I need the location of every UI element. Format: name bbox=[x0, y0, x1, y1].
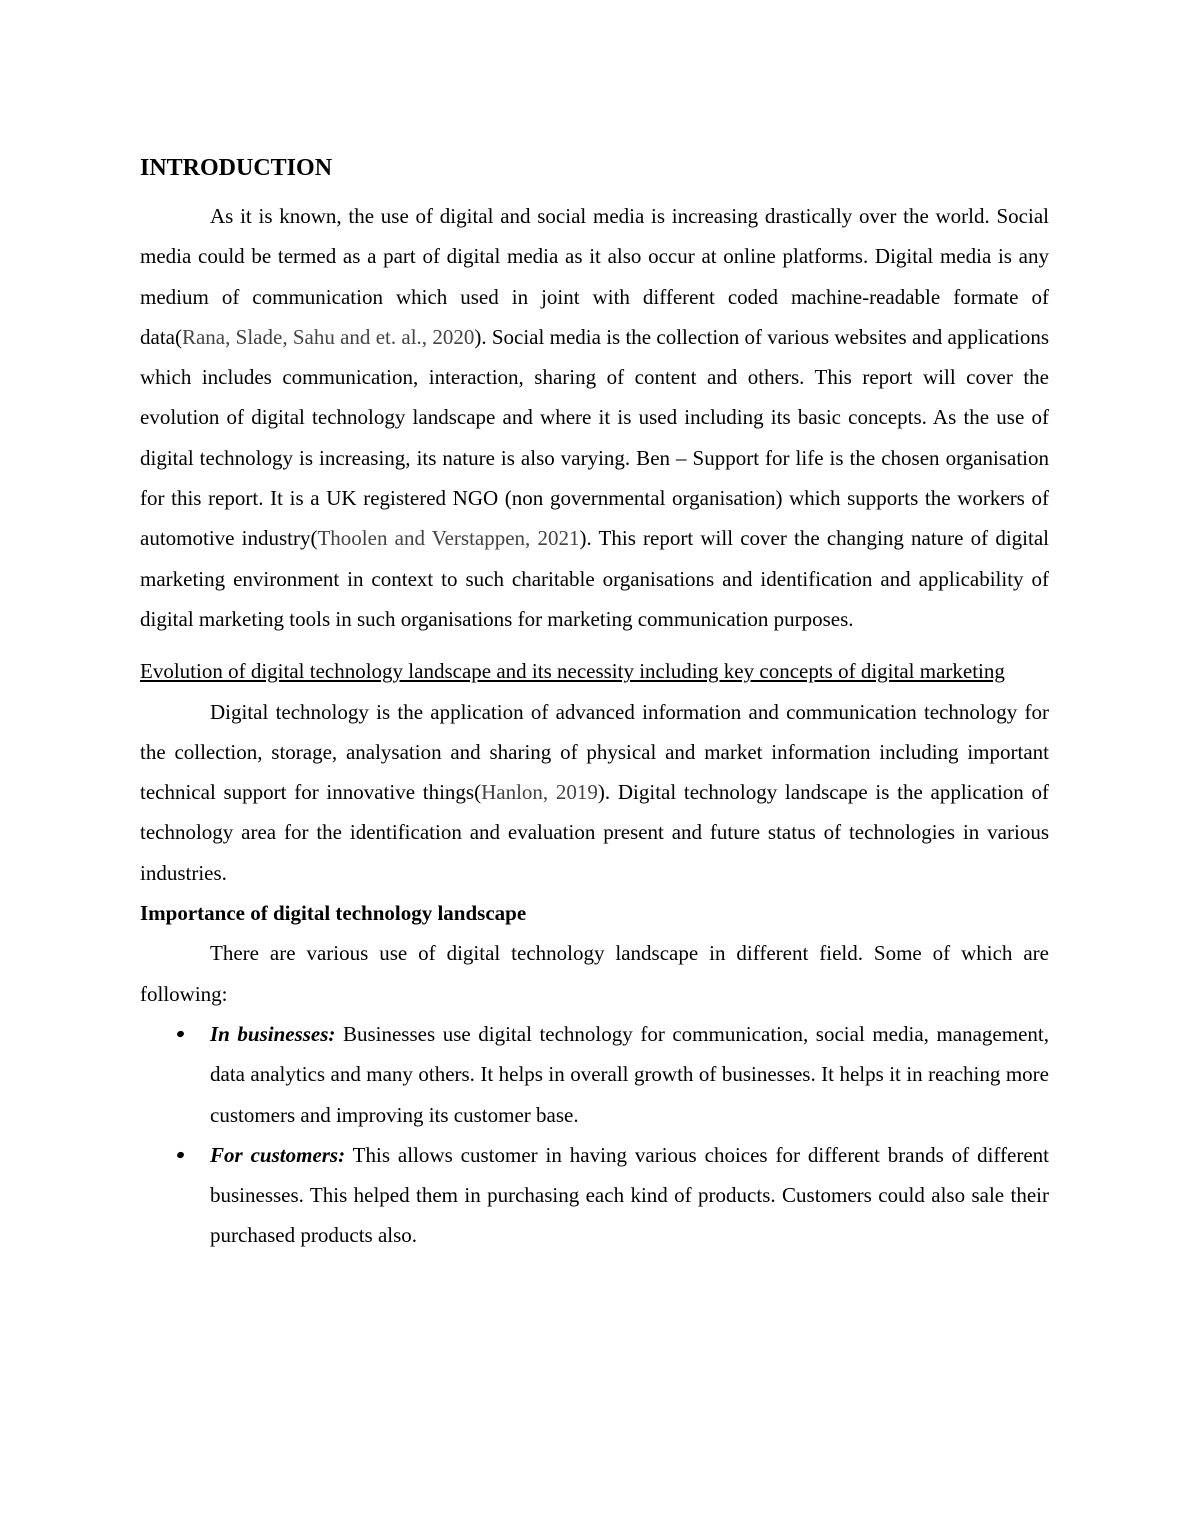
introduction-heading: INTRODUCTION bbox=[140, 155, 333, 181]
intro-text-2: ). Social media is the collection of various websites and applications which includes communication, interaction, sharing of content and others. This report will cover the evolution of digital technology landscape and where it is used including its basic concepts. As the use of digital technology is increasing, its nature is also varying. Ben – Support for life is the chosen organisation for this report. It is a UK registered NGO (non governmental organisation) which supports the workers of automotive industry( bbox=[140, 324, 1050, 551]
bullet-item-customers bbox=[140, 1135, 1049, 1256]
intro-text-1: As it is known, the use of digital and social media is increasing drastically over the world. Social media could be termed as a part of digital media as it also occur at online platforms. Digital media is any medium of communication which used in joint with different coded machine-readable formate of data( bbox=[140, 204, 1049, 349]
evolution-text-2: ). Digital technology landscape is the application of technology area for the identification and evaluation present and future status of technologies in various industries. bbox=[140, 780, 1050, 885]
importance-bullet-list bbox=[140, 1014, 1049, 1256]
bullet-lead-customers: For customers: bbox=[210, 1142, 346, 1167]
importance-intro-paragraph: There are various use of digital technology landscape in different field. Some of which are following: bbox=[140, 941, 1049, 1006]
citation-hanlon-2019: Hanlon, 2019 bbox=[481, 780, 598, 805]
introduction-paragraph bbox=[140, 196, 1049, 639]
citation-thoolen-2021: Thoolen and Verstappen, 2021 bbox=[317, 526, 580, 551]
document-page bbox=[140, 150, 1049, 1256]
bullet-lead-businesses: In businesses: bbox=[210, 1021, 336, 1046]
bullet-dot-icon bbox=[176, 1151, 185, 1159]
evolution-text-1: Digital technology is the application of advanced information and communication technology for the collection, storage, analysation and sharing of physical and market information including important technical support for innovative things( bbox=[140, 699, 1049, 805]
citation-rana-2020: Rana, Slade, Sahu and et. al., 2020 bbox=[181, 324, 475, 349]
evolution-section-heading: Evolution of digital technology landscape and its necessity including key concepts of digital marketing bbox=[140, 659, 1005, 684]
evolution-paragraph bbox=[140, 692, 1049, 893]
bullet-text-customers: This allows customer in having various choices for different brands of different businesses. This helped them in purchasing each kind of products. Customers could also sale their purchased products also. bbox=[210, 1142, 1049, 1248]
bullet-item-businesses bbox=[140, 1014, 1049, 1135]
bullet-text-businesses: Businesses use digital technology for communication, social media, management, data analytics and many others. It helps in overall growth of businesses. It helps it in reaching more customers and improving its customer base. bbox=[210, 1021, 1049, 1127]
bullet-dot-icon bbox=[176, 1030, 185, 1038]
intro-text-3: ). This report will cover the changing nature of digital marketing environment in context to such charitable organisations and identification and applicability of digital marketing tools in such organisations for marketing communication purposes. bbox=[140, 526, 1049, 631]
importance-section-heading: Importance of digital technology landscape bbox=[140, 901, 527, 926]
